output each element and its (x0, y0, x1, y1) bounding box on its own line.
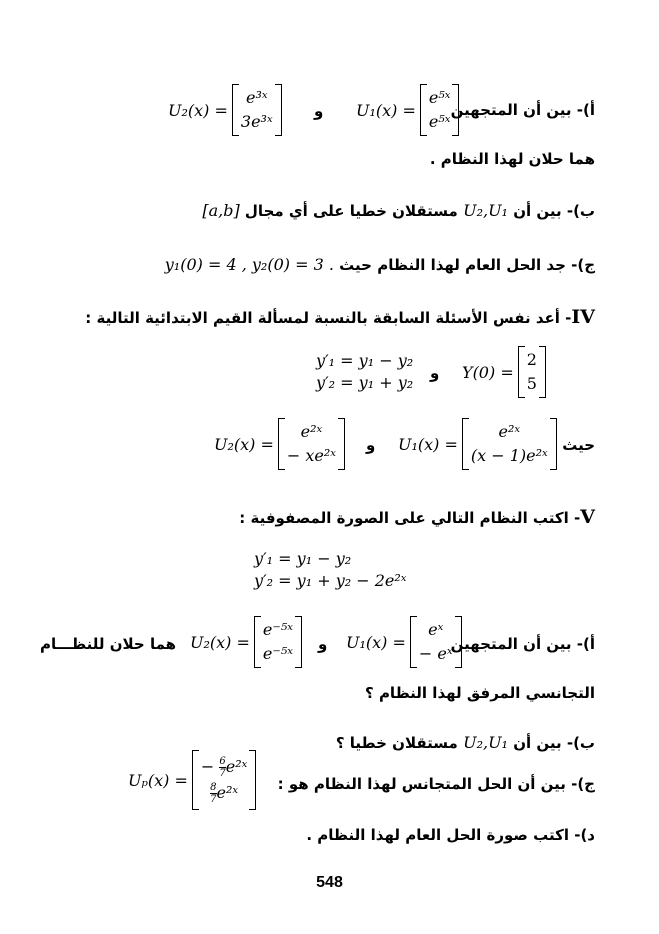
sec5-number: V (580, 506, 595, 528)
p5a-u2-lhs: U₂(x) = (190, 632, 250, 652)
p5b-line (336, 733, 595, 752)
p1-u2-row1: e³ˣ (246, 88, 268, 107)
p5a-label: أ)- بين أن المتجهين (450, 635, 595, 653)
p4-where: حيث (562, 436, 595, 454)
sys5-eq1: y′₁ = y₁ − y₂ (254, 549, 352, 568)
sec4-number: IV (571, 306, 595, 328)
p1-u2-matrix (232, 84, 282, 136)
p5b-math: U₂,U₁ (463, 733, 508, 752)
page-number: 548 (316, 874, 343, 891)
p5d-label: د)- اكتب صورة الحل العام لهذا النظام . (306, 826, 595, 844)
p1-u1-row2: e⁵ˣ (428, 112, 451, 131)
p5a-u1-matrix (410, 616, 462, 668)
p1c-cond: y₁(0) = 4 , y₂(0) = 3 . (164, 255, 334, 274)
sec4-heading (85, 306, 595, 328)
sys4-eq1: y′₁ = y₁ − y₂ (316, 351, 414, 370)
p1-cont: هما حلان لهذا النظام . (429, 150, 595, 168)
p5a-u2-row2: e⁻⁵ˣ (262, 644, 293, 663)
p5a-cont: التجانسي المرفق لهذا النظام ؟ (365, 684, 595, 702)
p5a-tail: هما حلان للنظـــام (40, 635, 177, 653)
sec5-text: - اكتب النظام التالي على الصورة المصفوفية : (239, 509, 581, 527)
p5a-u1-vector (346, 616, 466, 668)
p5a-u2-row1: e⁻⁵ˣ (262, 620, 293, 639)
p5a-u1-lhs: U₁(x) = (346, 632, 406, 652)
sys4-and: و (430, 364, 440, 382)
sys5-equations (254, 548, 406, 592)
p1c-label: ج)- جد الحل العام لهذا النظام حيث (339, 256, 595, 274)
p1c-line (165, 255, 595, 274)
p1b-math: U₂,U₁ (463, 201, 508, 220)
p1-label: أ)- بين أن المتجهين (450, 101, 595, 119)
p5c-up-lhs: Uₚ(x) = (128, 770, 188, 790)
p5a-and: و (318, 635, 328, 653)
p4-u2-row2: − xe²ˣ (286, 446, 336, 465)
sys5-eq2: y′₂ = y₁ + y₂ − 2e²ˣ (254, 571, 407, 590)
p4-u1-matrix (462, 418, 557, 470)
p5c-up1-num: 6 (219, 756, 226, 767)
p1-u1-row1: e⁵ˣ (428, 88, 451, 107)
p5b-rest: مستقلان خطيا ؟ (335, 734, 458, 752)
sys4-equations (316, 350, 413, 394)
p5c-up2-exp: e²ˣ (216, 783, 239, 802)
p1-u2-lhs: U₂(x) = (168, 100, 228, 120)
p5c-up-row2 (201, 780, 247, 806)
p4-u1-row2: (x − 1)e²ˣ (470, 446, 548, 465)
p1b-rest: مستقلان خطيا على أي مجال (244, 202, 458, 220)
p5c-label: ج)- بين أن الحل المتجانس لهذا النظام هو : (277, 775, 595, 793)
sec4-text: - أعد نفس الأسئلة السابقة بالنسبة لمسألة القيم الابتدائية التالية : (85, 309, 572, 327)
p1-u2-vector (168, 84, 286, 136)
p4-u2-lhs: U₂(x) = (214, 434, 274, 454)
p4-u1-vector (398, 418, 561, 470)
p5c-up1-sign: − (200, 757, 215, 776)
p1-u1-lhs: U₁(x) = (356, 100, 416, 120)
p1b-interval: [a,b] (202, 201, 240, 220)
sys4-y0-row1: 2 (526, 350, 537, 369)
sec5-heading (239, 506, 595, 528)
sys4-y0-lhs: Y(0) = (462, 362, 514, 382)
sys4-y0-vector (462, 346, 550, 398)
p4-u2-matrix (278, 418, 345, 470)
p1-and: و (314, 102, 324, 120)
p1b-label: ب)- بين أن (513, 202, 595, 220)
sys4-eq2: y′₂ = y₁ + y₂ (316, 373, 414, 392)
p5a-u2-matrix (254, 616, 302, 668)
p1b-line (202, 201, 595, 220)
p4-u2-row1: e²ˣ (300, 422, 323, 441)
p1-u2-row2: 3e³ˣ (240, 112, 273, 131)
p5c-up-matrix (192, 750, 256, 810)
p4-u2-vector (214, 418, 349, 470)
p5a-u1-row1: eˣ (428, 620, 444, 639)
p5c-up-row1 (201, 754, 247, 780)
p5c-up2-den: 7 (210, 794, 217, 805)
p1-u1-vector (356, 84, 463, 136)
p4-and: و (366, 436, 376, 454)
p5b-label: ب)- بين أن (513, 734, 595, 752)
p5c-up2-num: 8 (210, 782, 217, 793)
p4-u1-row1: e²ˣ (498, 422, 521, 441)
sys4-y0-matrix (518, 346, 546, 398)
p5a-u1-row2: − eˣ (418, 644, 453, 663)
p5c-up1-den: 7 (219, 768, 226, 779)
p5a-u2-vector (190, 616, 306, 668)
sys4-y0-row2: 5 (526, 374, 537, 393)
p4-u1-lhs: U₁(x) = (398, 434, 458, 454)
p5c-up-vector (128, 750, 260, 810)
p5c-up1-exp: e²ˣ (225, 757, 248, 776)
